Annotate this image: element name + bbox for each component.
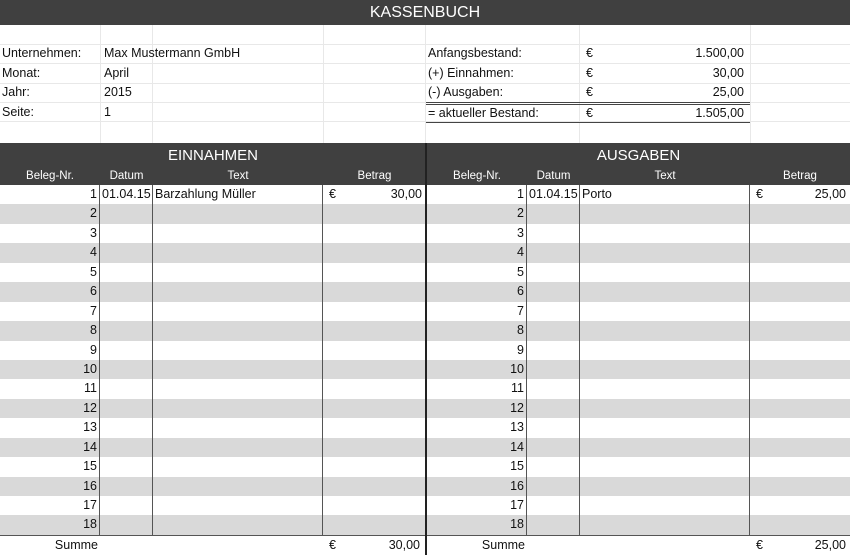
currency-cell[interactable] <box>750 379 770 398</box>
datum-cell[interactable] <box>527 302 580 321</box>
currency-cell[interactable] <box>323 496 343 515</box>
betrag-cell[interactable] <box>343 282 426 301</box>
text-cell[interactable] <box>580 341 750 360</box>
einnahmen-sum-row <box>0 535 426 554</box>
text-cell[interactable] <box>153 204 323 223</box>
text-cell[interactable] <box>580 302 750 321</box>
text-cell[interactable] <box>153 224 323 243</box>
text-cell[interactable] <box>580 282 750 301</box>
table-row <box>0 360 426 379</box>
datum-cell[interactable] <box>100 418 153 437</box>
page-value[interactable]: 1 <box>104 105 111 119</box>
beleg-nr-cell[interactable]: 1 <box>0 185 100 204</box>
table-row <box>427 438 850 457</box>
betrag-cell[interactable] <box>770 224 850 243</box>
month-label: Monat: <box>2 66 41 80</box>
balance-underline <box>426 122 750 124</box>
currency-cell[interactable] <box>750 224 770 243</box>
ausgaben-panel <box>427 143 850 555</box>
year-value[interactable]: 2015 <box>104 85 132 99</box>
text-cell[interactable] <box>153 282 323 301</box>
income-total-amount: 30,00 <box>712 66 744 80</box>
einnahmen-column-headers <box>0 168 426 185</box>
currency-cell[interactable] <box>750 321 770 340</box>
datum-cell[interactable] <box>100 360 153 379</box>
betrag-cell[interactable]: 30,00 <box>390 187 422 201</box>
table-row <box>427 204 850 223</box>
currency-cell[interactable] <box>323 263 343 282</box>
beleg-nr-cell[interactable]: 17 <box>0 496 100 515</box>
currency-cell[interactable] <box>323 321 343 340</box>
datum-cell[interactable] <box>100 496 153 515</box>
datum-cell[interactable] <box>100 379 153 398</box>
text-cell[interactable] <box>580 224 750 243</box>
beleg-nr-cell[interactable]: 7 <box>0 302 100 321</box>
beleg-nr-cell[interactable]: 1 <box>427 185 527 204</box>
currency-cell[interactable] <box>750 515 770 534</box>
opening-balance-amount[interactable]: 1.500,00 <box>695 46 744 60</box>
text-cell[interactable] <box>580 515 750 534</box>
currency-cell[interactable] <box>750 341 770 360</box>
table-row <box>0 204 426 223</box>
text-cell[interactable] <box>153 302 323 321</box>
income-total-currency: € <box>586 66 593 80</box>
currency-cell[interactable] <box>323 477 343 496</box>
col-beleg-nr: Beleg-Nr. <box>26 170 74 182</box>
betrag-cell[interactable]: 25,00 <box>814 187 846 201</box>
table-row <box>0 321 426 340</box>
betrag-cell[interactable] <box>770 243 850 262</box>
sheet-title: KASSENBUCH <box>0 0 850 25</box>
currency-cell[interactable] <box>750 243 770 262</box>
betrag-cell[interactable] <box>343 321 426 340</box>
table-row <box>427 360 850 379</box>
text-cell[interactable] <box>153 477 323 496</box>
beleg-nr-cell[interactable]: 9 <box>427 341 527 360</box>
opening-balance-label: Anfangsbestand: <box>428 46 522 60</box>
col-datum: Datum <box>109 170 144 182</box>
gridline <box>323 25 324 143</box>
table-row <box>0 302 426 321</box>
datum-cell[interactable] <box>100 438 153 457</box>
datum-cell[interactable] <box>527 341 580 360</box>
betrag-cell[interactable] <box>770 341 850 360</box>
betrag-cell[interactable] <box>343 477 426 496</box>
year-label: Jahr: <box>2 85 30 99</box>
text-cell[interactable] <box>153 399 323 418</box>
betrag-cell[interactable] <box>770 302 850 321</box>
beleg-nr-cell[interactable]: 3 <box>0 224 100 243</box>
datum-cell[interactable] <box>527 477 580 496</box>
datum-cell[interactable] <box>527 263 580 282</box>
currency-cell[interactable] <box>750 496 770 515</box>
text-cell[interactable] <box>580 438 750 457</box>
datum-cell[interactable] <box>527 360 580 379</box>
currency-cell[interactable] <box>750 204 770 223</box>
datum-cell[interactable] <box>527 515 580 534</box>
beleg-nr-cell[interactable]: 18 <box>427 515 527 534</box>
beleg-nr-cell[interactable]: 14 <box>0 438 100 457</box>
betrag-cell[interactable] <box>770 418 850 437</box>
datum-cell[interactable] <box>100 224 153 243</box>
beleg-nr-cell[interactable]: 14 <box>427 438 527 457</box>
betrag-cell[interactable] <box>770 263 850 282</box>
beleg-nr-cell[interactable]: 5 <box>0 263 100 282</box>
table-row <box>0 438 426 457</box>
datum-cell[interactable] <box>100 515 153 534</box>
datum-cell[interactable]: 01.04.15 <box>100 185 153 204</box>
betrag-cell[interactable] <box>770 438 850 457</box>
currency-cell[interactable] <box>323 457 343 476</box>
table-row <box>427 341 850 360</box>
table-row <box>427 321 850 340</box>
table-row <box>427 224 850 243</box>
datum-cell[interactable] <box>100 243 153 262</box>
table-row <box>427 515 850 534</box>
table-row <box>427 477 850 496</box>
betrag-cell[interactable] <box>770 360 850 379</box>
text-cell[interactable] <box>153 515 323 534</box>
sum-spacer <box>527 536 580 554</box>
betrag-cell[interactable] <box>770 321 850 340</box>
sum-label: Summe <box>54 537 98 552</box>
betrag-cell[interactable] <box>343 263 426 282</box>
currency-cell[interactable] <box>323 243 343 262</box>
table-row <box>0 263 426 282</box>
currency-cell[interactable] <box>323 438 343 457</box>
table-row <box>0 418 426 437</box>
betrag-cell[interactable] <box>343 418 426 437</box>
current-balance-label: = aktueller Bestand: <box>428 106 539 120</box>
text-cell[interactable] <box>153 496 323 515</box>
table-row <box>427 399 850 418</box>
col-text: Text <box>654 170 676 182</box>
beleg-nr-cell[interactable]: 13 <box>0 418 100 437</box>
datum-cell[interactable] <box>527 243 580 262</box>
currency-cell[interactable] <box>323 515 343 534</box>
currency-cell[interactable] <box>323 341 343 360</box>
text-cell[interactable]: Barzahlung Müller <box>153 185 323 204</box>
gridline <box>152 25 153 143</box>
table-row <box>0 224 426 243</box>
ausgaben-column-headers <box>427 168 850 185</box>
ausgaben-sum-row <box>427 535 850 554</box>
beleg-nr-cell[interactable]: 9 <box>0 341 100 360</box>
col-datum: Datum <box>536 170 571 182</box>
table-row <box>0 185 426 204</box>
einnahmen-panel <box>0 143 426 555</box>
beleg-nr-cell[interactable]: 11 <box>427 379 527 398</box>
table-row <box>0 496 426 515</box>
betrag-cell[interactable] <box>770 496 850 515</box>
sum-currency: € <box>756 537 763 552</box>
currency-cell[interactable] <box>750 360 770 379</box>
currency-cell[interactable] <box>750 263 770 282</box>
page-label: Seite: <box>2 105 34 119</box>
text-cell[interactable] <box>153 457 323 476</box>
table-row <box>427 185 850 204</box>
beleg-nr-cell[interactable]: 10 <box>0 360 100 379</box>
table-row <box>0 457 426 476</box>
sum-label: Summe <box>481 537 525 552</box>
text-cell[interactable] <box>153 321 323 340</box>
currency-cell[interactable] <box>323 360 343 379</box>
betrag-cell[interactable] <box>343 438 426 457</box>
beleg-nr-cell[interactable]: 17 <box>427 496 527 515</box>
beleg-nr-cell[interactable]: 2 <box>427 204 527 223</box>
datum-cell[interactable] <box>527 224 580 243</box>
beleg-nr-cell[interactable]: 16 <box>0 477 100 496</box>
table-row <box>0 515 426 534</box>
text-cell[interactable] <box>580 243 750 262</box>
einnahmen-rows <box>0 185 426 535</box>
text-cell[interactable] <box>153 418 323 437</box>
ausgaben-title: AUSGABEN <box>427 143 850 168</box>
beleg-nr-cell[interactable]: 12 <box>0 399 100 418</box>
datum-cell[interactable] <box>100 302 153 321</box>
beleg-nr-cell[interactable]: 4 <box>0 243 100 262</box>
table-row <box>427 457 850 476</box>
beleg-nr-cell[interactable]: 15 <box>427 457 527 476</box>
beleg-nr-cell[interactable]: 12 <box>427 399 527 418</box>
text-cell[interactable] <box>153 243 323 262</box>
datum-cell[interactable] <box>527 282 580 301</box>
table-row <box>427 282 850 301</box>
expense-total-currency: € <box>586 85 593 99</box>
table-row <box>427 243 850 262</box>
expense-total-amount: 25,00 <box>712 85 744 99</box>
text-cell[interactable] <box>580 418 750 437</box>
datum-cell[interactable]: 01.04.15 <box>527 185 580 204</box>
currency-cell[interactable] <box>750 477 770 496</box>
table-row <box>427 379 850 398</box>
text-cell[interactable] <box>580 360 750 379</box>
table-row <box>0 243 426 262</box>
currency-cell[interactable] <box>750 418 770 437</box>
ausgaben-sum-value: 25,00 <box>814 537 846 552</box>
einnahmen-sum-value: 30,00 <box>388 537 420 552</box>
betrag-cell[interactable] <box>343 204 426 223</box>
datum-cell[interactable] <box>527 438 580 457</box>
datum-cell[interactable] <box>527 399 580 418</box>
table-row <box>427 418 850 437</box>
betrag-cell[interactable] <box>343 379 426 398</box>
text-cell[interactable] <box>153 379 323 398</box>
beleg-nr-cell[interactable]: 11 <box>0 379 100 398</box>
table-row <box>0 379 426 398</box>
col-betrag: Betrag <box>783 170 817 182</box>
text-cell[interactable] <box>580 321 750 340</box>
table-row <box>0 399 426 418</box>
text-cell[interactable] <box>153 341 323 360</box>
income-total-label: (+) Einnahmen: <box>428 66 514 80</box>
einnahmen-title: EINNAHMEN <box>0 143 426 168</box>
text-cell[interactable]: Porto <box>580 185 750 204</box>
betrag-cell[interactable] <box>343 399 426 418</box>
table-row <box>427 263 850 282</box>
beleg-nr-cell[interactable]: 16 <box>427 477 527 496</box>
text-cell[interactable] <box>580 477 750 496</box>
text-cell[interactable] <box>580 496 750 515</box>
datum-cell[interactable] <box>527 379 580 398</box>
datum-cell[interactable] <box>100 477 153 496</box>
currency-cell[interactable] <box>323 302 343 321</box>
table-row <box>0 477 426 496</box>
beleg-nr-cell[interactable]: 8 <box>0 321 100 340</box>
currency-cell[interactable] <box>323 204 343 223</box>
currency-cell[interactable] <box>750 399 770 418</box>
expense-total-label: (-) Ausgaben: <box>428 85 504 99</box>
currency-cell[interactable] <box>750 282 770 301</box>
company-label: Unternehmen: <box>2 46 82 60</box>
betrag-cell[interactable] <box>343 224 426 243</box>
col-beleg-nr: Beleg-Nr. <box>453 170 501 182</box>
sum-spacer <box>580 536 750 554</box>
betrag-cell[interactable] <box>770 379 850 398</box>
table-row <box>427 302 850 321</box>
text-cell[interactable] <box>580 204 750 223</box>
beleg-nr-cell[interactable]: 6 <box>0 282 100 301</box>
betrag-cell[interactable] <box>770 399 850 418</box>
betrag-cell[interactable] <box>770 204 850 223</box>
betrag-cell[interactable] <box>343 457 426 476</box>
betrag-cell[interactable] <box>343 243 426 262</box>
col-betrag: Betrag <box>357 170 392 182</box>
gridline <box>425 25 426 143</box>
currency-cell[interactable] <box>323 418 343 437</box>
datum-cell[interactable] <box>527 321 580 340</box>
datum-cell[interactable] <box>100 341 153 360</box>
datum-cell[interactable] <box>100 263 153 282</box>
currency-cell[interactable] <box>750 438 770 457</box>
currency-cell[interactable] <box>323 224 343 243</box>
betrag-cell[interactable] <box>770 477 850 496</box>
betrag-cell[interactable] <box>343 360 426 379</box>
table-row <box>427 496 850 515</box>
datum-cell[interactable] <box>100 457 153 476</box>
text-cell[interactable] <box>580 399 750 418</box>
month-value[interactable]: April <box>104 66 130 80</box>
text-cell[interactable] <box>153 438 323 457</box>
betrag-cell[interactable] <box>770 457 850 476</box>
table-row <box>0 282 426 301</box>
datum-cell[interactable] <box>527 457 580 476</box>
sum-currency: € <box>329 537 336 552</box>
betrag-cell[interactable] <box>343 341 426 360</box>
betrag-cell[interactable] <box>343 302 426 321</box>
text-cell[interactable] <box>580 263 750 282</box>
col-text: Text <box>227 170 249 182</box>
datum-cell[interactable] <box>527 204 580 223</box>
currency-cell[interactable] <box>323 399 343 418</box>
sum-spacer <box>153 536 323 554</box>
datum-cell[interactable] <box>100 204 153 223</box>
datum-cell[interactable] <box>100 321 153 340</box>
gridline <box>100 25 101 143</box>
betrag-cell[interactable] <box>770 515 850 534</box>
opening-balance-currency: € <box>586 46 593 60</box>
current-balance-amount: 1.505,00 <box>695 106 744 120</box>
beleg-nr-cell[interactable]: 4 <box>427 243 527 262</box>
betrag-cell[interactable] <box>343 496 426 515</box>
gridline <box>750 25 751 143</box>
beleg-nr-cell[interactable]: 2 <box>0 204 100 223</box>
info-section <box>0 25 850 143</box>
beleg-nr-cell[interactable]: 13 <box>427 418 527 437</box>
text-cell[interactable] <box>580 457 750 476</box>
beleg-nr-cell[interactable]: 5 <box>427 263 527 282</box>
sum-spacer <box>100 536 153 554</box>
beleg-nr-cell[interactable]: 15 <box>0 457 100 476</box>
currency-cell[interactable] <box>323 379 343 398</box>
gridline <box>579 25 580 143</box>
beleg-nr-cell[interactable]: 18 <box>0 515 100 534</box>
beleg-nr-cell[interactable]: 8 <box>427 321 527 340</box>
currency-cell[interactable] <box>323 282 343 301</box>
currency-cell[interactable] <box>750 457 770 476</box>
datum-cell[interactable] <box>100 282 153 301</box>
beleg-nr-cell[interactable]: 3 <box>427 224 527 243</box>
currency-cell[interactable]: € <box>756 187 763 201</box>
betrag-cell[interactable] <box>770 282 850 301</box>
ausgaben-rows <box>427 185 850 535</box>
company-value[interactable]: Max Mustermann GmbH <box>104 46 241 60</box>
datum-cell[interactable] <box>100 399 153 418</box>
currency-cell[interactable]: € <box>329 187 336 201</box>
text-cell[interactable] <box>580 379 750 398</box>
beleg-nr-cell[interactable]: 6 <box>427 282 527 301</box>
datum-cell[interactable] <box>527 418 580 437</box>
text-cell[interactable] <box>153 263 323 282</box>
current-balance-currency: € <box>586 106 593 120</box>
betrag-cell[interactable] <box>343 515 426 534</box>
beleg-nr-cell[interactable]: 10 <box>427 360 527 379</box>
currency-cell[interactable] <box>750 302 770 321</box>
table-row <box>0 341 426 360</box>
datum-cell[interactable] <box>527 496 580 515</box>
beleg-nr-cell[interactable]: 7 <box>427 302 527 321</box>
text-cell[interactable] <box>153 360 323 379</box>
